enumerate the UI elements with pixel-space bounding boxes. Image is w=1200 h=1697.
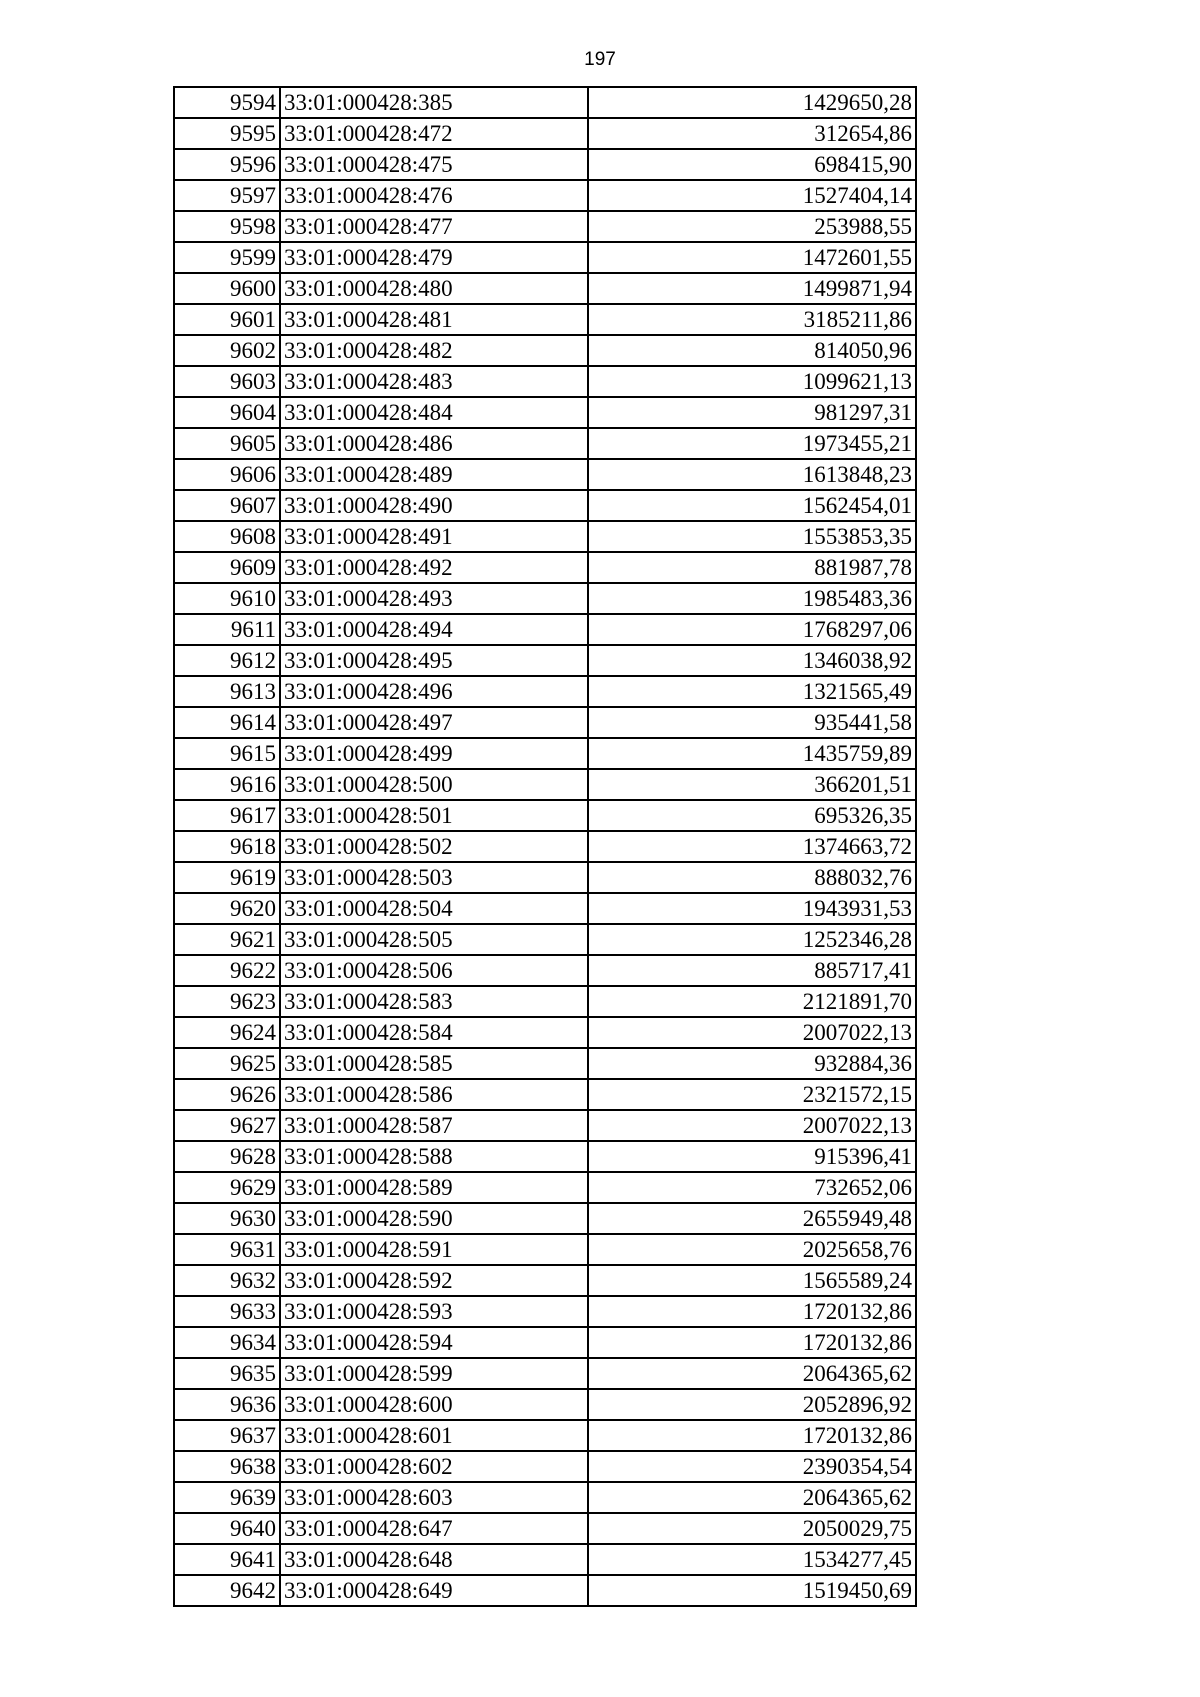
cadastral-value-cell: 1499871,94 [588, 273, 916, 304]
cadastral-number-cell: 33:01:000428:489 [280, 459, 588, 490]
table-row [174, 1513, 916, 1544]
table-row [174, 552, 916, 583]
table-row [174, 614, 916, 645]
cadastral-value-cell: 1973455,21 [588, 428, 916, 459]
cadastral-number-cell: 33:01:000428:593 [280, 1296, 588, 1327]
cadastral-number-cell: 33:01:000428:590 [280, 1203, 588, 1234]
table-row [174, 366, 916, 397]
table-row [174, 676, 916, 707]
table-row [174, 831, 916, 862]
cadastral-number-cell: 33:01:000428:483 [280, 366, 588, 397]
cadastral-number-cell: 33:01:000428:476 [280, 180, 588, 211]
cadastral-value-table [173, 86, 917, 1607]
table-row [174, 738, 916, 769]
cadastral-number-cell: 33:01:000428:481 [280, 304, 588, 335]
row-number-cell: 9608 [174, 521, 280, 552]
cadastral-number-cell: 33:01:000428:385 [280, 87, 588, 118]
cadastral-value-cell: 1720132,86 [588, 1296, 916, 1327]
cadastral-value-cell: 2121891,70 [588, 986, 916, 1017]
row-number-cell: 9639 [174, 1482, 280, 1513]
cadastral-value-cell: 2064365,62 [588, 1482, 916, 1513]
table-row [174, 645, 916, 676]
cadastral-value-cell: 1562454,01 [588, 490, 916, 521]
cadastral-value-cell: 2007022,13 [588, 1017, 916, 1048]
table-row [174, 1203, 916, 1234]
cadastral-value-cell: 1527404,14 [588, 180, 916, 211]
table-row [174, 521, 916, 552]
cadastral-number-cell: 33:01:000428:491 [280, 521, 588, 552]
cadastral-value-cell: 1768297,06 [588, 614, 916, 645]
table-row [174, 87, 916, 118]
table-body [174, 87, 916, 1606]
table-row [174, 1575, 916, 1606]
row-number-cell: 9631 [174, 1234, 280, 1265]
cadastral-value-cell: 2050029,75 [588, 1513, 916, 1544]
table-row [174, 459, 916, 490]
cadastral-value-cell: 1534277,45 [588, 1544, 916, 1575]
cadastral-value-cell: 2025658,76 [588, 1234, 916, 1265]
cadastral-number-cell: 33:01:000428:495 [280, 645, 588, 676]
row-number-cell: 9625 [174, 1048, 280, 1079]
cadastral-number-cell: 33:01:000428:587 [280, 1110, 588, 1141]
row-number-cell: 9640 [174, 1513, 280, 1544]
row-number-cell: 9623 [174, 986, 280, 1017]
cadastral-number-cell: 33:01:000428:603 [280, 1482, 588, 1513]
table-row [174, 955, 916, 986]
row-number-cell: 9600 [174, 273, 280, 304]
cadastral-number-cell: 33:01:000428:505 [280, 924, 588, 955]
cadastral-value-cell: 1099621,13 [588, 366, 916, 397]
cadastral-value-cell: 1435759,89 [588, 738, 916, 769]
cadastral-value-cell: 1321565,49 [588, 676, 916, 707]
cadastral-value-cell: 732652,06 [588, 1172, 916, 1203]
row-number-cell: 9638 [174, 1451, 280, 1482]
cadastral-value-cell: 1519450,69 [588, 1575, 916, 1606]
row-number-cell: 9614 [174, 707, 280, 738]
table-row [174, 1265, 916, 1296]
table-row [174, 397, 916, 428]
cadastral-value-cell: 1346038,92 [588, 645, 916, 676]
cadastral-value-cell: 2655949,48 [588, 1203, 916, 1234]
row-number-cell: 9598 [174, 211, 280, 242]
row-number-cell: 9632 [174, 1265, 280, 1296]
cadastral-number-cell: 33:01:000428:472 [280, 118, 588, 149]
table-row [174, 1389, 916, 1420]
table-row [174, 490, 916, 521]
cadastral-value-cell: 1613848,23 [588, 459, 916, 490]
cadastral-value-cell: 1565589,24 [588, 1265, 916, 1296]
cadastral-number-cell: 33:01:000428:493 [280, 583, 588, 614]
cadastral-number-cell: 33:01:000428:490 [280, 490, 588, 521]
cadastral-number-cell: 33:01:000428:588 [280, 1141, 588, 1172]
row-number-cell: 9641 [174, 1544, 280, 1575]
row-number-cell: 9634 [174, 1327, 280, 1358]
table-row [174, 242, 916, 273]
row-number-cell: 9626 [174, 1079, 280, 1110]
table-row [174, 1451, 916, 1482]
cadastral-value-cell: 1943931,53 [588, 893, 916, 924]
row-number-cell: 9605 [174, 428, 280, 459]
row-number-cell: 9636 [174, 1389, 280, 1420]
cadastral-number-cell: 33:01:000428:592 [280, 1265, 588, 1296]
row-number-cell: 9642 [174, 1575, 280, 1606]
table-row [174, 1048, 916, 1079]
cadastral-value-cell: 1720132,86 [588, 1327, 916, 1358]
cadastral-value-cell: 366201,51 [588, 769, 916, 800]
cadastral-number-cell: 33:01:000428:501 [280, 800, 588, 831]
row-number-cell: 9627 [174, 1110, 280, 1141]
table-row [174, 1327, 916, 1358]
cadastral-number-cell: 33:01:000428:500 [280, 769, 588, 800]
row-number-cell: 9630 [174, 1203, 280, 1234]
table-row [174, 1420, 916, 1451]
cadastral-number-cell: 33:01:000428:591 [280, 1234, 588, 1265]
cadastral-value-cell: 253988,55 [588, 211, 916, 242]
cadastral-number-cell: 33:01:000428:494 [280, 614, 588, 645]
cadastral-value-cell: 2064365,62 [588, 1358, 916, 1389]
cadastral-number-cell: 33:01:000428:484 [280, 397, 588, 428]
row-number-cell: 9618 [174, 831, 280, 862]
table-row [174, 273, 916, 304]
table-row [174, 1482, 916, 1513]
cadastral-number-cell: 33:01:000428:499 [280, 738, 588, 769]
cadastral-value-cell: 885717,41 [588, 955, 916, 986]
cadastral-number-cell: 33:01:000428:506 [280, 955, 588, 986]
row-number-cell: 9633 [174, 1296, 280, 1327]
cadastral-number-cell: 33:01:000428:602 [280, 1451, 588, 1482]
cadastral-number-cell: 33:01:000428:475 [280, 149, 588, 180]
row-number-cell: 9628 [174, 1141, 280, 1172]
row-number-cell: 9613 [174, 676, 280, 707]
row-number-cell: 9622 [174, 955, 280, 986]
row-number-cell: 9609 [174, 552, 280, 583]
table-row [174, 924, 916, 955]
row-number-cell: 9619 [174, 862, 280, 893]
table-row [174, 893, 916, 924]
row-number-cell: 9611 [174, 614, 280, 645]
cadastral-number-cell: 33:01:000428:479 [280, 242, 588, 273]
cadastral-value-cell: 1429650,28 [588, 87, 916, 118]
cadastral-value-cell: 932884,36 [588, 1048, 916, 1079]
cadastral-value-cell: 1472601,55 [588, 242, 916, 273]
cadastral-value-cell: 814050,96 [588, 335, 916, 366]
table-row [174, 1296, 916, 1327]
row-number-cell: 9617 [174, 800, 280, 831]
cadastral-number-cell: 33:01:000428:496 [280, 676, 588, 707]
row-number-cell: 9620 [174, 893, 280, 924]
row-number-cell: 9606 [174, 459, 280, 490]
table-row [174, 800, 916, 831]
cadastral-number-cell: 33:01:000428:477 [280, 211, 588, 242]
cadastral-value-cell: 981297,31 [588, 397, 916, 428]
cadastral-value-cell: 881987,78 [588, 552, 916, 583]
table-row [174, 304, 916, 335]
row-number-cell: 9596 [174, 149, 280, 180]
table-row [174, 1110, 916, 1141]
cadastral-number-cell: 33:01:000428:492 [280, 552, 588, 583]
row-number-cell: 9624 [174, 1017, 280, 1048]
row-number-cell: 9610 [174, 583, 280, 614]
row-number-cell: 9621 [174, 924, 280, 955]
table-row [174, 211, 916, 242]
cadastral-number-cell: 33:01:000428:601 [280, 1420, 588, 1451]
cadastral-number-cell: 33:01:000428:504 [280, 893, 588, 924]
row-number-cell: 9601 [174, 304, 280, 335]
table-row [174, 1172, 916, 1203]
row-number-cell: 9629 [174, 1172, 280, 1203]
cadastral-number-cell: 33:01:000428:502 [280, 831, 588, 862]
cadastral-number-cell: 33:01:000428:589 [280, 1172, 588, 1203]
cadastral-value-cell: 1252346,28 [588, 924, 916, 955]
cadastral-number-cell: 33:01:000428:497 [280, 707, 588, 738]
cadastral-number-cell: 33:01:000428:482 [280, 335, 588, 366]
cadastral-number-cell: 33:01:000428:503 [280, 862, 588, 893]
cadastral-value-cell: 888032,76 [588, 862, 916, 893]
table-row [174, 1234, 916, 1265]
cadastral-number-cell: 33:01:000428:583 [280, 986, 588, 1017]
table-row [174, 149, 916, 180]
table-row [174, 1141, 916, 1172]
cadastral-value-cell: 2390354,54 [588, 1451, 916, 1482]
row-number-cell: 9604 [174, 397, 280, 428]
table-row [174, 1358, 916, 1389]
cadastral-value-cell: 2321572,15 [588, 1079, 916, 1110]
table-row [174, 583, 916, 614]
row-number-cell: 9595 [174, 118, 280, 149]
table-row [174, 1079, 916, 1110]
cadastral-value-cell: 695326,35 [588, 800, 916, 831]
cadastral-number-cell: 33:01:000428:486 [280, 428, 588, 459]
cadastral-value-cell: 1553853,35 [588, 521, 916, 552]
row-number-cell: 9603 [174, 366, 280, 397]
table-row [174, 335, 916, 366]
cadastral-number-cell: 33:01:000428:649 [280, 1575, 588, 1606]
cadastral-value-cell: 312654,86 [588, 118, 916, 149]
row-number-cell: 9612 [174, 645, 280, 676]
cadastral-number-cell: 33:01:000428:594 [280, 1327, 588, 1358]
row-number-cell: 9602 [174, 335, 280, 366]
cadastral-number-cell: 33:01:000428:480 [280, 273, 588, 304]
cadastral-value-cell: 2007022,13 [588, 1110, 916, 1141]
cadastral-number-cell: 33:01:000428:586 [280, 1079, 588, 1110]
cadastral-value-cell: 915396,41 [588, 1141, 916, 1172]
table-row [174, 986, 916, 1017]
table-row [174, 428, 916, 459]
table-row [174, 180, 916, 211]
cadastral-number-cell: 33:01:000428:599 [280, 1358, 588, 1389]
row-number-cell: 9607 [174, 490, 280, 521]
table-row [174, 769, 916, 800]
table-row [174, 1017, 916, 1048]
cadastral-value-cell: 2052896,92 [588, 1389, 916, 1420]
row-number-cell: 9635 [174, 1358, 280, 1389]
cadastral-value-cell: 1985483,36 [588, 583, 916, 614]
row-number-cell: 9594 [174, 87, 280, 118]
cadastral-number-cell: 33:01:000428:648 [280, 1544, 588, 1575]
cadastral-value-cell: 1374663,72 [588, 831, 916, 862]
table-row [174, 862, 916, 893]
row-number-cell: 9615 [174, 738, 280, 769]
cadastral-value-cell: 3185211,86 [588, 304, 916, 335]
cadastral-value-cell: 1720132,86 [588, 1420, 916, 1451]
row-number-cell: 9616 [174, 769, 280, 800]
cadastral-value-cell: 698415,90 [588, 149, 916, 180]
table-row [174, 118, 916, 149]
page-number: 197 [584, 49, 616, 70]
row-number-cell: 9637 [174, 1420, 280, 1451]
cadastral-number-cell: 33:01:000428:584 [280, 1017, 588, 1048]
cadastral-number-cell: 33:01:000428:647 [280, 1513, 588, 1544]
cadastral-value-cell: 935441,58 [588, 707, 916, 738]
table-row [174, 707, 916, 738]
table-row [174, 1544, 916, 1575]
row-number-cell: 9599 [174, 242, 280, 273]
cadastral-number-cell: 33:01:000428:600 [280, 1389, 588, 1420]
cadastral-number-cell: 33:01:000428:585 [280, 1048, 588, 1079]
row-number-cell: 9597 [174, 180, 280, 211]
